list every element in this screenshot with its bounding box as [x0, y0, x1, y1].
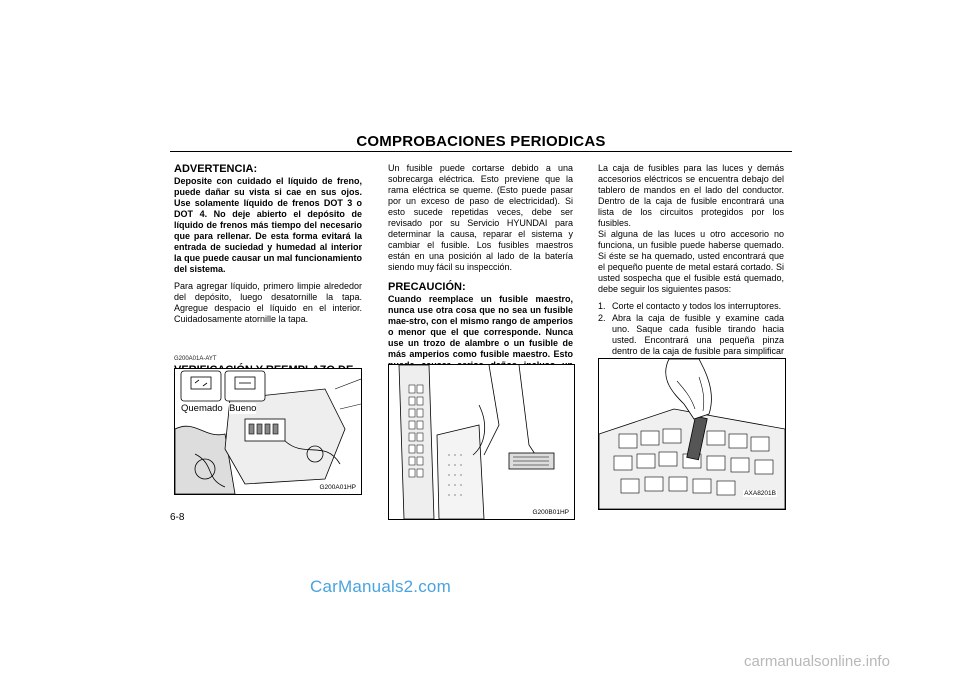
engine-fuse-illustration [175, 369, 361, 494]
col1-body: Para agregar líquido, primero limpie alrededor del depósito, luego desatornille la tapa. Agregue despacio el líquido en el interior. Cuidadosamente atornille la tapa. [174, 281, 362, 324]
fuse-check-figure [174, 368, 362, 495]
figure-code-3: AXA8201B [744, 490, 776, 497]
step-item: 1. Corte el contacto y todos los interruptores. [598, 301, 782, 311]
step-item: 2. Abra la caja de fusible y examine cada uno. Saque cada fusible tirando hacia usted. Encontrará una pequeña pinza dentro de la caja de fusible para simplificar [598, 313, 784, 356]
column-1 [174, 163, 362, 390]
label-good: Bueno [229, 403, 257, 414]
fuse-box-hand-illustration [599, 359, 785, 509]
col2-body: Un fusible puede cortarse debido a una sobrecarga eléctrica. Esto previene que la rama eléctrica se queme. (Esto puede pasar por un exceso de paso de electricidad). Si esto sucede repetidas veces, debe ser revisado por su Servicio HYUNDAI para determinar la causa, reparar el sistema y cambiar el fusible. Los fusibles maestros están en una posición al lado de la batería siendo muy fácil su inspección. [388, 163, 573, 272]
watermark-link[interactable]: CarManuals2.com [310, 577, 451, 596]
interior-fuse-figure [388, 364, 575, 520]
col3-body-2: Si alguna de las luces u otro accesorio no funciona, un fusible puede haberse quemado. Si éste se ha quemado, usted encontrará que el pequeño puente de metal estará cortado. Si usted sospecha que el fusible está quemado, debe seguir los siguientes pasos: [598, 229, 784, 294]
warning-title: ADVERTENCIA: [174, 163, 258, 175]
caution-title: PRECAUCIÓN: [388, 281, 466, 293]
figure-code-2: G200B01HP [532, 509, 569, 516]
page-title: COMPROBACIONES PERIODICAS [356, 133, 606, 150]
page-number: 6-8 [170, 512, 185, 523]
caution-text: Cuando reemplace un fusible maestro, nunca use otra cosa que no sea un fusible mae-stro, con el mismo rango de amperios o menor que el que corresponde. Nunca use un trozo de alambre o un fusible de más amperios como fusible maestro. Esto [388, 294, 573, 359]
section-code: G200A01A-AYT [174, 356, 217, 362]
watermark-link-2[interactable]: carmanualsonline.info [744, 653, 890, 670]
figure-code: G200A01HP [319, 484, 356, 491]
col3-body-1: La caja de fusibles para las luces y demás accesorios eléctricos se encuentra debajo del tablero de mandos en el lado del conductor. Dentro de la caja de fusible encontrará una lista de los circuitos protegidos por los fusibles. [598, 163, 784, 228]
warning-text: Deposite con cuidado el líquido de freno, puede dañar su vista si cae en sus ojos. Use solamente líquido de frenos DOT 3 o DOT 4. No deje abierto el depósito de líquido de frenos más tiempo del necesario que para rellenar. De esta forma evitará la entrada de suciedad y humedad al interior la que puede causar un mal funcionamiento del sistema. [174, 176, 362, 274]
fuse-puller-figure [598, 358, 786, 510]
header-rule [170, 151, 792, 152]
label-burnt: Quemado [181, 403, 223, 414]
dashboard-fuse-illustration [389, 365, 574, 519]
